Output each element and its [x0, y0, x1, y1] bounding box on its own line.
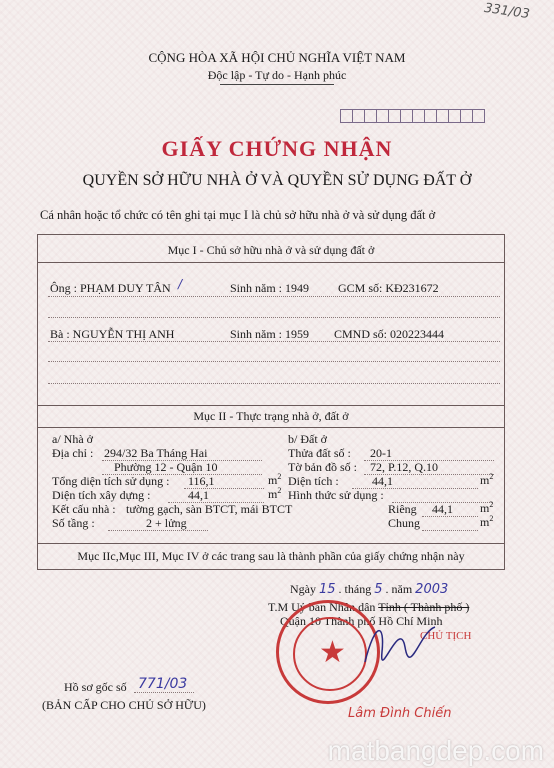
national-header: CỘNG HÒA XÃ HỘI CHỦ NGHĨA VIỆT NAM	[148, 50, 406, 65]
land-area-label: Diện tích :	[288, 474, 339, 488]
certificate-frame	[37, 234, 505, 570]
watermark-text: matbangdep.com	[327, 735, 544, 766]
total-area-unit: $m^2$	[268, 472, 282, 487]
owner2-birth: Sinh năm : 1959	[230, 327, 310, 341]
owner2-id: CMND số: 020223444	[334, 327, 445, 341]
structure-value: tường gạch, sàn BTCT, mái BTCT	[126, 502, 293, 516]
role-label: CHỦ TỊCH	[420, 630, 472, 642]
total-area-value: 116,1	[188, 474, 215, 488]
section1-heading: Mục I - Chủ sở hữu nhà ở và sử dụng đất ở	[167, 243, 375, 257]
section2-heading: Mục II - Thực trạng nhà ở, đất ở	[193, 409, 349, 423]
floors-label: Số tầng :	[52, 516, 95, 530]
certificate-subtitle: QUYỀN SỞ HỮU NHÀ Ở VÀ QUYỀN SỬ DỤNG ĐẤT Ở	[82, 172, 472, 189]
footer-note: Mục IIc,Mục III, Mục IV ở các trang sau là thành phần của giấy chứng nhận này	[77, 549, 465, 563]
authority-line1: T.M Uỷ ban Nhân dân Tỉnh ( Thành phố )	[268, 600, 470, 614]
address-line1: 294/32 Ba Tháng Hai	[104, 446, 208, 460]
intro-text: Cá nhân hoặc tổ chức có tên ghi tại mục I là chủ sở hữu nhà ở và sử dụng đất ở	[40, 208, 436, 222]
address-label: Địa chỉ :	[52, 446, 94, 460]
private-unit: $m^2$	[480, 500, 494, 515]
record-label: Hồ sơ gốc số	[64, 680, 127, 694]
parcel-value: 20-1	[370, 446, 392, 460]
house-title: a/ Nhà ở	[52, 432, 93, 446]
owner2-name: Bà : NGUYỄN THỊ ANH	[50, 327, 175, 341]
shared-unit: $m^2$	[480, 514, 494, 529]
built-area-unit: $m^2$	[268, 486, 282, 501]
owner1-mark: /	[178, 277, 183, 291]
structure-label: Kết cấu nhà :	[52, 502, 116, 516]
corner-number: 331/03	[483, 0, 531, 23]
owner1-name: Ông : PHẠM DUY TÂN	[50, 281, 171, 295]
total-area-label: Tổng diện tích sử dụng :	[52, 474, 170, 488]
copy-note: (BẢN CẤP CHO CHỦ SỞ HỮU)	[42, 698, 206, 712]
authority-line2: Quận 10 Thành phố Hồ Chí Minh	[280, 614, 443, 628]
built-area-label: Diện tích xây dựng :	[52, 488, 151, 502]
private-label: Riêng	[388, 502, 417, 516]
map-label: Tờ bản đồ số :	[288, 460, 358, 474]
land-area-value: 44,1	[372, 474, 393, 488]
record-number: 771/03	[138, 676, 188, 692]
date-line: Ngày 15 . tháng 5 . năm 2003	[290, 582, 449, 597]
land-title: b/ Đất ở	[288, 432, 328, 446]
star-icon: ★	[319, 636, 346, 669]
address-line2: Phường 12 - Quận 10	[114, 460, 218, 474]
usage-label: Hình thức sử dụng :	[288, 488, 384, 502]
motto: Độc lập - Tự do - Hạnh phúc	[207, 68, 347, 82]
floors-value: 2 + lửng	[146, 516, 187, 530]
map-value: 72, P.12, Q.10	[370, 460, 439, 474]
owner1-birth: Sinh năm : 1949	[230, 281, 310, 295]
private-value: 44,1	[432, 502, 453, 516]
signer-name: Lâm Đình Chiến	[348, 706, 452, 721]
land-area-unit: $m^2$	[480, 472, 494, 487]
certificate-title: GIẤY CHỨNG NHẬN	[161, 136, 393, 161]
shared-label: Chung	[388, 516, 421, 530]
motto-underline	[220, 84, 334, 85]
built-area-value: 44,1	[188, 488, 209, 502]
owner1-id: GCM số: KĐ231672	[338, 281, 439, 295]
signature-scribble	[360, 612, 440, 672]
parcel-label: Thửa đất số :	[288, 446, 351, 460]
serial-boxes	[340, 109, 484, 128]
